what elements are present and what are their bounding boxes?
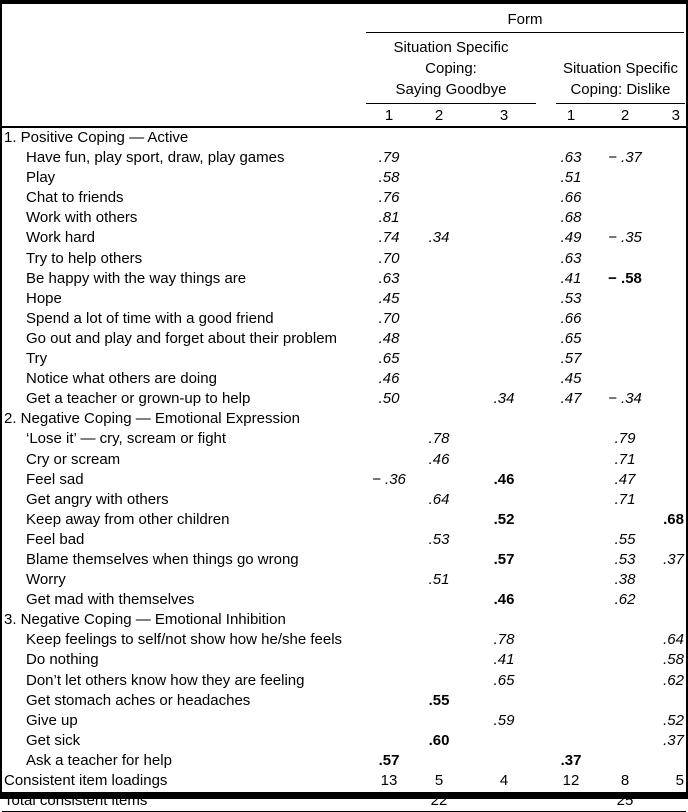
item-label: Get angry with others [26, 490, 169, 508]
item-label: Don’t let others know how they are feeling [26, 671, 305, 689]
consistent-item-loadings-row [2, 771, 686, 791]
loading-value [652, 590, 686, 610]
loading-value: .68 [560, 209, 582, 227]
loading-value [464, 570, 544, 590]
loading-value: .46 [493, 470, 515, 488]
group1-title-line2: Saying Goodbye [395, 81, 507, 98]
loading-value [652, 269, 686, 289]
column-header-d-1: 1 [544, 104, 598, 127]
loading-value: .46 [378, 370, 400, 388]
loading-value: .51 [428, 571, 450, 589]
loading-value [544, 429, 598, 449]
loading-value [544, 650, 598, 670]
table-row [2, 550, 686, 570]
loading-value [364, 671, 414, 691]
table-row [2, 731, 686, 751]
loading-value [598, 630, 652, 650]
group1-title-line1: Situation Specific Coping: [393, 39, 509, 77]
loading-value [464, 429, 544, 449]
loading-value: .57 [493, 550, 515, 568]
loading-value [652, 751, 686, 771]
loading-value [414, 289, 464, 309]
item-label: ‘Lose it’ — cry, scream or fight [26, 430, 227, 448]
loading-value: .70 [378, 249, 400, 267]
table-row [2, 269, 686, 289]
item-label: Chat to friends [26, 189, 124, 207]
loading-value [414, 168, 464, 188]
header-spacer [2, 33, 364, 104]
loading-value: .58 [378, 169, 400, 187]
table-row [2, 289, 686, 309]
summary-value [364, 791, 414, 812]
section-title: 2. Negative Coping — Emotional Expression [4, 410, 300, 428]
group-header-row [2, 33, 686, 104]
table-row [2, 249, 686, 269]
loading-value: .65 [560, 329, 582, 347]
loading-value [652, 148, 686, 168]
loading-value: .47 [560, 390, 582, 408]
form-header-label: Form [507, 11, 543, 28]
loading-value [464, 228, 544, 248]
loading-value [544, 570, 598, 590]
table-row [2, 168, 686, 188]
loading-value [652, 208, 686, 228]
summary-label: Total consistent items [4, 792, 148, 810]
column-header-d-3: 3 [652, 104, 686, 127]
table-row [2, 751, 686, 771]
loading-value [464, 289, 544, 309]
form-header-row [2, 4, 686, 33]
loading-value [414, 389, 464, 409]
loading-value [652, 228, 686, 248]
summary-value: 8 [620, 772, 630, 789]
loading-value [544, 590, 598, 610]
loading-value [414, 349, 464, 369]
loading-value: .53 [428, 530, 450, 548]
loading-value: .48 [378, 329, 400, 347]
loading-value [652, 349, 686, 369]
item-label: Give up [26, 711, 78, 729]
loading-value [464, 269, 544, 289]
loading-value: .55 [428, 691, 450, 709]
item-label: Have fun, play sport, draw, play games [26, 149, 285, 167]
loading-value [464, 349, 544, 369]
loading-value [414, 329, 464, 349]
loading-value [598, 711, 652, 731]
loading-value [544, 510, 598, 530]
table-row [2, 671, 686, 691]
group-header-saying-goodbye [364, 33, 544, 104]
loading-value [414, 249, 464, 269]
summary-value: 5 [434, 772, 444, 789]
loading-value [464, 691, 544, 711]
item-label: Get stomach aches or headaches [26, 691, 251, 709]
item-label: Be happy with the way things are [26, 269, 247, 287]
loading-value [652, 309, 686, 329]
summary-value [652, 791, 686, 812]
loading-value [364, 490, 414, 510]
loading-value: .64 [428, 490, 450, 508]
loading-value [364, 590, 414, 610]
item-label: Do nothing [26, 651, 99, 669]
header-spacer [2, 4, 364, 33]
loading-value: .63 [560, 149, 582, 167]
loading-value [598, 168, 652, 188]
loading-value: .66 [560, 309, 582, 327]
item-label: Ask a teacher for help [26, 751, 172, 769]
loading-value [464, 369, 544, 389]
section-header-row [2, 409, 686, 429]
loading-value [414, 590, 464, 610]
loading-value [414, 630, 464, 650]
form-header-cell [364, 4, 686, 33]
factor-number-row [2, 104, 686, 127]
loading-value [598, 731, 652, 751]
table-row [2, 691, 686, 711]
loading-value [364, 570, 414, 590]
loading-value: .45 [378, 289, 400, 307]
loading-value: .71 [614, 490, 636, 508]
loading-value: .47 [614, 470, 636, 488]
loading-value: .74 [378, 229, 400, 247]
loading-value: .65 [493, 671, 515, 689]
summary-value: 25 [616, 792, 634, 810]
item-label: Cry or scream [26, 450, 121, 468]
section-title: 1. Positive Coping — Active [4, 129, 189, 146]
loading-value [652, 389, 686, 409]
loading-value [464, 751, 544, 771]
item-label: Get mad with themselves [26, 591, 195, 609]
loading-value: .38 [614, 571, 636, 589]
group-header-dislike [544, 33, 686, 104]
section-header-row [2, 610, 686, 630]
column-header-sg-2: 2 [414, 104, 464, 127]
loading-value: .79 [614, 430, 636, 448]
loading-value: .81 [378, 209, 400, 227]
loading-value: .53 [614, 550, 636, 568]
loading-value [598, 510, 652, 530]
loading-value: .71 [614, 450, 636, 468]
loading-value: .52 [663, 711, 684, 729]
column-header-sg-3: 3 [464, 104, 544, 127]
table-row [2, 389, 686, 409]
loading-value [598, 650, 652, 670]
loading-value: .57 [378, 751, 400, 769]
table-row [2, 490, 686, 510]
loading-value [598, 329, 652, 349]
loading-value [544, 691, 598, 711]
summary-value: 5 [675, 772, 684, 789]
loading-value [598, 249, 652, 269]
item-label: Spend a lot of time with a good friend [26, 309, 274, 327]
loading-value: − .35 [608, 229, 642, 247]
item-label: Try [26, 350, 48, 368]
loading-value [364, 650, 414, 670]
table-row [2, 208, 686, 228]
loading-value [364, 630, 414, 650]
table-row [2, 470, 686, 490]
table-row [2, 329, 686, 349]
loading-value: .76 [378, 189, 400, 207]
loading-value [464, 490, 544, 510]
loading-value: .41 [560, 269, 582, 287]
loading-value [464, 208, 544, 228]
loading-value [598, 671, 652, 691]
item-label: Feel bad [26, 530, 85, 548]
loading-value: .37 [663, 550, 684, 568]
loading-value [544, 731, 598, 751]
column-header-sg-1: 1 [364, 104, 414, 127]
table-row [2, 228, 686, 248]
table-row [2, 429, 686, 449]
column-header-d-2: 2 [598, 104, 652, 127]
item-label: Keep feelings to self/not show how he/she feels [26, 631, 343, 649]
section-header-row [2, 127, 686, 148]
loading-value: .50 [378, 390, 400, 408]
loading-value: .52 [493, 510, 515, 528]
table-row [2, 309, 686, 329]
loading-value: .57 [560, 350, 582, 368]
header-spacer [2, 104, 364, 127]
loading-value [464, 731, 544, 751]
loading-value [364, 450, 414, 470]
loading-value: .78 [428, 430, 450, 448]
group2-title-line1: Situation Specific [562, 60, 679, 77]
loading-value: .79 [378, 149, 400, 167]
summary-label: Consistent item loadings [4, 772, 168, 789]
loading-value: .41 [493, 651, 515, 669]
loading-value: .66 [560, 189, 582, 207]
loading-value: − .37 [608, 149, 642, 167]
loading-value [652, 429, 686, 449]
loading-value [414, 208, 464, 228]
loading-value [598, 691, 652, 711]
loading-value [652, 329, 686, 349]
item-label: Go out and play and forget about their problem [26, 329, 338, 347]
loading-value [464, 249, 544, 269]
loading-value: .78 [493, 631, 515, 649]
item-label: Feel sad [26, 470, 84, 488]
item-label: Hope [26, 289, 62, 307]
loading-value [364, 731, 414, 751]
loading-value [598, 369, 652, 389]
loading-value [414, 671, 464, 691]
loading-value: .59 [493, 711, 515, 729]
loading-value: .53 [560, 289, 582, 307]
item-label: Try to help others [26, 249, 143, 267]
loading-value: .55 [614, 530, 636, 548]
loading-value [652, 691, 686, 711]
item-label: Keep away from other children [26, 510, 230, 528]
loading-value [598, 349, 652, 369]
loading-value [544, 671, 598, 691]
table-row [2, 369, 686, 389]
item-label: Get sick [26, 731, 81, 749]
loading-value [652, 249, 686, 269]
loading-value: .58 [663, 651, 684, 669]
loading-value: .63 [560, 249, 582, 267]
table-row [2, 590, 686, 610]
loading-value [598, 208, 652, 228]
loading-value [464, 168, 544, 188]
loading-value: .34 [428, 229, 450, 247]
loading-value: .65 [378, 350, 400, 368]
table-row [2, 570, 686, 590]
loading-value: .49 [560, 229, 582, 247]
loading-value [364, 691, 414, 711]
item-label: Notice what others are doing [26, 370, 217, 388]
loading-value [652, 570, 686, 590]
summary-value: 4 [499, 772, 509, 789]
loading-value: .34 [493, 390, 515, 408]
loading-value [598, 309, 652, 329]
summary-value [544, 791, 598, 812]
loading-value [652, 168, 686, 188]
loading-value: .62 [663, 671, 684, 689]
loading-value [464, 450, 544, 470]
loading-value: .62 [614, 591, 636, 609]
loading-value: .60 [428, 731, 450, 749]
table-row [2, 711, 686, 731]
loading-value [544, 550, 598, 570]
table-row [2, 349, 686, 369]
loading-value [652, 188, 686, 208]
loading-value [464, 309, 544, 329]
loading-value [652, 530, 686, 550]
loading-value: − .58 [608, 269, 642, 287]
loading-value [598, 289, 652, 309]
loading-value: − .36 [372, 470, 406, 488]
loading-value: .46 [493, 591, 515, 609]
loading-value [364, 550, 414, 570]
loading-value [544, 711, 598, 731]
table-row [2, 650, 686, 670]
loading-value: .51 [560, 169, 582, 187]
loading-value: .64 [663, 631, 684, 649]
loading-value [364, 510, 414, 530]
item-label: Work with others [26, 209, 138, 227]
section-title: 3. Negative Coping — Emotional Inhibition [4, 611, 286, 629]
table-row [2, 510, 686, 530]
loading-value: .63 [378, 269, 400, 287]
loading-value [414, 269, 464, 289]
loading-value [544, 470, 598, 490]
loading-value [414, 148, 464, 168]
item-label: Play [26, 169, 56, 187]
loading-value [414, 470, 464, 490]
loading-value [414, 369, 464, 389]
loading-value [652, 369, 686, 389]
loading-value [364, 711, 414, 731]
summary-value [464, 791, 544, 812]
loading-value [414, 510, 464, 530]
factor-loading-table [2, 4, 686, 812]
summary-value: 22 [430, 792, 448, 810]
loading-value: .46 [428, 450, 450, 468]
table-row [2, 148, 686, 168]
loading-value [414, 751, 464, 771]
item-label: Blame themselves when things go wrong [26, 550, 299, 568]
loading-value [544, 490, 598, 510]
loading-value [544, 630, 598, 650]
loading-value [414, 550, 464, 570]
loading-value [414, 650, 464, 670]
loading-value [652, 289, 686, 309]
loading-value: .37 [663, 731, 684, 749]
table-row [2, 630, 686, 650]
loading-value [544, 450, 598, 470]
loading-value [544, 530, 598, 550]
item-label: Work hard [26, 229, 95, 247]
total-consistent-items-row [2, 791, 686, 812]
loading-value [414, 711, 464, 731]
table-row [2, 530, 686, 550]
loading-value [414, 188, 464, 208]
loading-value: .68 [663, 510, 684, 528]
loading-value [464, 188, 544, 208]
summary-value: 12 [562, 772, 580, 789]
loading-value [464, 530, 544, 550]
loading-value [364, 530, 414, 550]
loading-value [464, 148, 544, 168]
loading-value [652, 450, 686, 470]
summary-value: 13 [380, 772, 398, 789]
loading-value [364, 429, 414, 449]
table-row [2, 188, 686, 208]
loading-value [464, 329, 544, 349]
loading-value: .37 [560, 751, 582, 769]
loading-value [598, 751, 652, 771]
group2-title-line2: Coping: Dislike [570, 81, 671, 98]
table-row [2, 450, 686, 470]
item-label: Worry [26, 571, 66, 589]
loading-value [652, 490, 686, 510]
item-label: Get a teacher or grown-up to help [26, 390, 251, 408]
loading-value [414, 309, 464, 329]
loading-value [652, 470, 686, 490]
loading-value: .70 [378, 309, 400, 327]
loading-value: − .34 [608, 390, 642, 408]
loading-value: .45 [560, 370, 582, 388]
loading-value [598, 188, 652, 208]
